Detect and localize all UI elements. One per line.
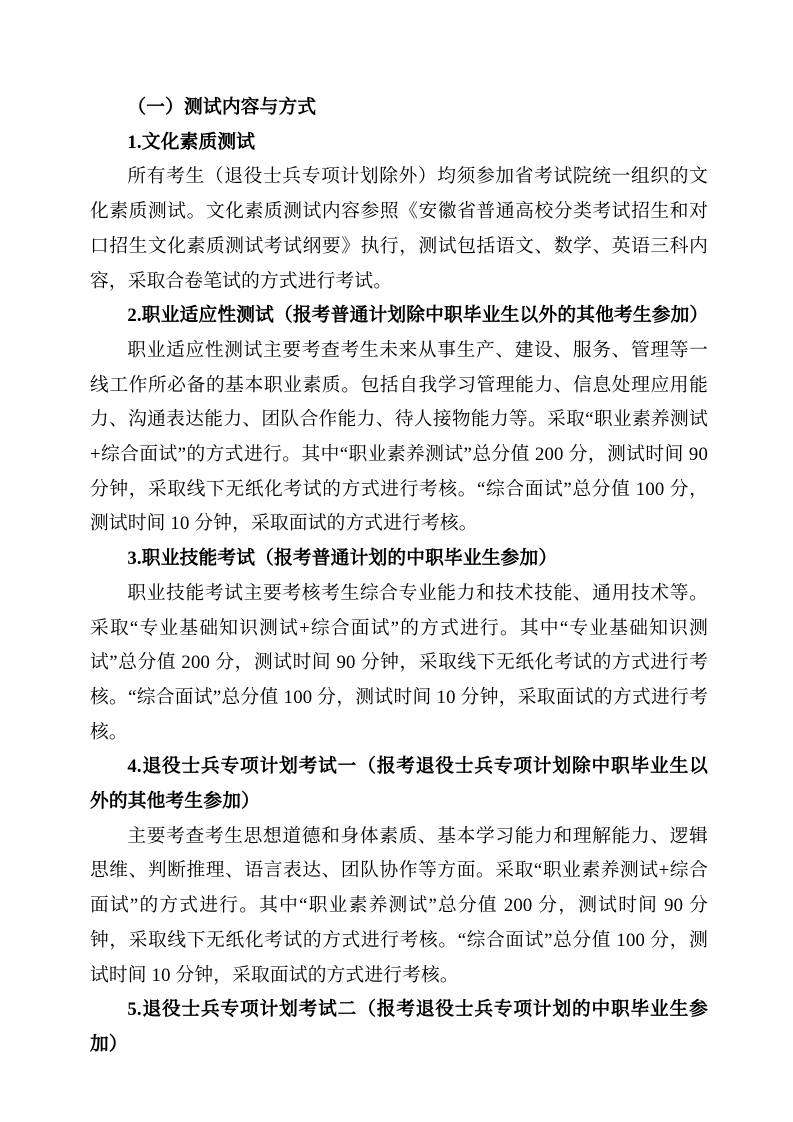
heading-culture-quality-test: 1.文化素质测试 <box>127 131 256 153</box>
paragraph-vocational-aptitude-test: 职业适应性测试主要考查考生未来从事生产、建设、服务、管理等一线工作所必备的基本职业素质。包括自我学习管理能力、信息处理应用能力、沟通表达能力、团队合作能力、待人接物能力等。采取“职业素养测试+综合面试”的方式进行。其中“职业素养测试”总分值 200 分，测试时间 90 分钟，采取线下无纸化考试的方式进行考核。“综合面试”总分值 100 分，测试时间 10 分钟，采取面试的方式进行考核。 <box>90 339 708 535</box>
section-title-test-content-and-method: （一）测试内容与方式 <box>127 97 317 118</box>
paragraph-culture-quality-test: 所有考生（退役士兵专项计划除外）均须参加省考试院统一组织的文化素质测试。文化素质测试内容参照《安徽省普通高校分类考试招生和对口招生文化素质测试考试纲要》执行，测试包括语文、数学、英语三科内容，采取合卷笔试的方式进行考试。 <box>90 166 708 292</box>
heading-veteran-special-plan-exam-2: 5.退役士兵专项计划考试二（报考退役士兵专项计划的中职毕业生参加） <box>90 999 708 1055</box>
heading-vocational-skills-exam: 3.职业技能考试（报考普通计划的中职毕业生参加） <box>127 548 558 570</box>
paragraph-vocational-skills-exam: 职业技能考试主要考核考生综合专业能力和技术技能、通用技术等。采取“专业基础知识测试+综合面试”的方式进行。其中“专业基础知识测试”总分值 200 分，测试时间 90 分钟，采取线下无纸化考试的方式进行考核。“综合面试”总分值 100 分，测试时间 10 分钟，采取面试的方式进行考核。 <box>90 582 708 743</box>
heading-veteran-special-plan-exam-1: 4.退役士兵专项计划考试一（报考退役士兵专项计划除中职毕业生以外的其他考生参加） <box>90 756 708 813</box>
heading-vocational-aptitude-test: 2.职业适应性测试（报考普通计划除中职毕业生以外的其他考生参加） <box>127 305 709 327</box>
paragraph-veteran-special-plan-exam-1: 主要考查考生思想道德和身体素质、基本学习能力和理解能力、逻辑思维、判断推理、语言表达、团队协作等方面。采取“职业素养测试+综合面试”的方式进行。其中“职业素养测试”总分值 200 分，测试时间 90 分钟，采取线下无纸化考试的方式进行考核。“综合面试”总分值 100 分，测试时间 10 分钟，采取面试的方式进行考核。 <box>90 825 708 986</box>
